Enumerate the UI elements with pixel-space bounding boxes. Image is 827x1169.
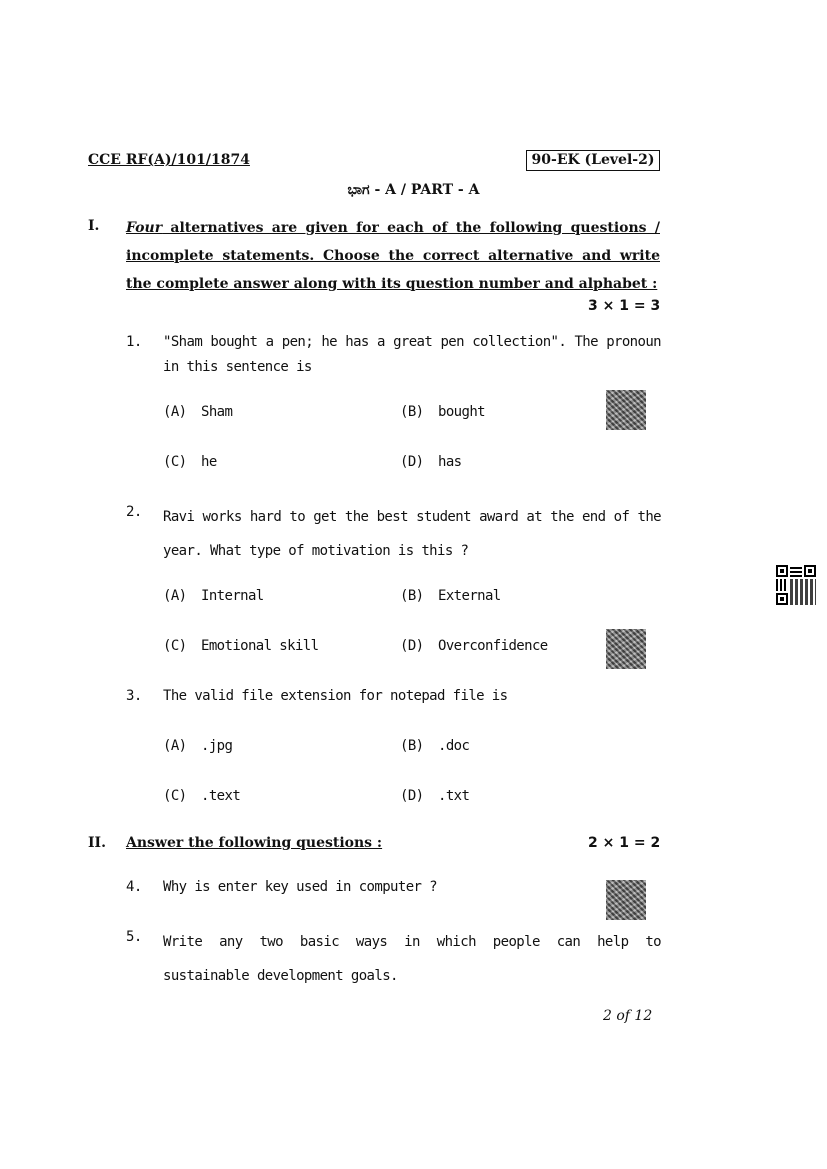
question-3-text: The valid file extension for notepad file is bbox=[163, 688, 508, 704]
section-1-number: I. bbox=[88, 218, 100, 234]
question-4-number: 4. bbox=[126, 879, 142, 895]
question-1-text: "Sham bought a pen; he has a great pen collection". The pronoun in this sentence is bbox=[163, 334, 661, 375]
paper-code-box: 90-EK (Level-2) bbox=[526, 150, 660, 171]
q1-option-b-label: (B) bbox=[400, 404, 424, 420]
instruction-emphasis: Four bbox=[126, 220, 163, 236]
q1-option-d-label: (D) bbox=[400, 454, 424, 470]
question-5-number: 5. bbox=[126, 929, 142, 945]
part-title: ಭಾಗ - A / PART - A bbox=[347, 182, 480, 198]
question-3-number: 3. bbox=[126, 688, 142, 704]
q3-option-b-label: (B) bbox=[400, 738, 424, 754]
section-1-marks: 3 × 1 = 3 bbox=[588, 298, 661, 314]
q3-option-c-label: (C) bbox=[163, 788, 187, 804]
q2-option-c-label: (C) bbox=[163, 638, 187, 654]
q2-option-c: Emotional skill bbox=[201, 638, 319, 654]
q3-option-d-label: (D) bbox=[400, 788, 424, 804]
q3-option-a-label: (A) bbox=[163, 738, 187, 754]
q2-option-a: Internal bbox=[201, 588, 264, 604]
section-2-marks: 2 × 1 = 2 bbox=[588, 835, 661, 851]
section-1-instruction bbox=[126, 214, 660, 298]
q2-option-b: External bbox=[438, 588, 501, 604]
instruction-text: alternatives are given for each of the following questions / incomplete statements. Choose the correct alternative and write the complete answer along with its question number and alphabet : bbox=[126, 220, 660, 292]
question-2-number: 2. bbox=[126, 504, 142, 520]
q3-option-a: .jpg bbox=[201, 738, 233, 754]
section-2-number: II. bbox=[88, 835, 106, 851]
question-4-text: Why is enter key used in computer ? bbox=[163, 879, 438, 895]
q1-option-c-label: (C) bbox=[163, 454, 187, 470]
question-2-text: Ravi works hard to get the best student award at the end of the year. What type of motivation is this ? bbox=[163, 509, 661, 559]
watermark-code-image bbox=[606, 629, 646, 669]
q1-option-d: has bbox=[438, 454, 462, 470]
watermark-code-image bbox=[606, 880, 646, 920]
q1-option-c: he bbox=[201, 454, 217, 470]
question-1-number: 1. bbox=[126, 334, 142, 350]
q3-option-b: .doc bbox=[438, 738, 470, 754]
q2-option-a-label: (A) bbox=[163, 588, 187, 604]
q3-option-d: .txt bbox=[438, 788, 470, 804]
q3-option-c: .text bbox=[201, 788, 241, 804]
section-2-instruction: Answer the following questions : bbox=[126, 835, 383, 851]
q1-option-a-label: (A) bbox=[163, 404, 187, 420]
q1-option-b: bought bbox=[438, 404, 485, 420]
q1-option-a: Sham bbox=[201, 404, 233, 420]
q2-option-d: Overconfidence bbox=[438, 638, 548, 654]
exam-code: CCE RF(A)/101/1874 bbox=[88, 152, 250, 168]
question-5-text: Write any two basic ways in which people can help to sustainable development goals. bbox=[163, 934, 661, 984]
qr-code-icon bbox=[776, 565, 816, 605]
q2-option-b-label: (B) bbox=[400, 588, 424, 604]
watermark-code-image bbox=[606, 390, 646, 430]
page-number: 2 of 12 bbox=[603, 1008, 653, 1024]
q2-option-d-label: (D) bbox=[400, 638, 424, 654]
